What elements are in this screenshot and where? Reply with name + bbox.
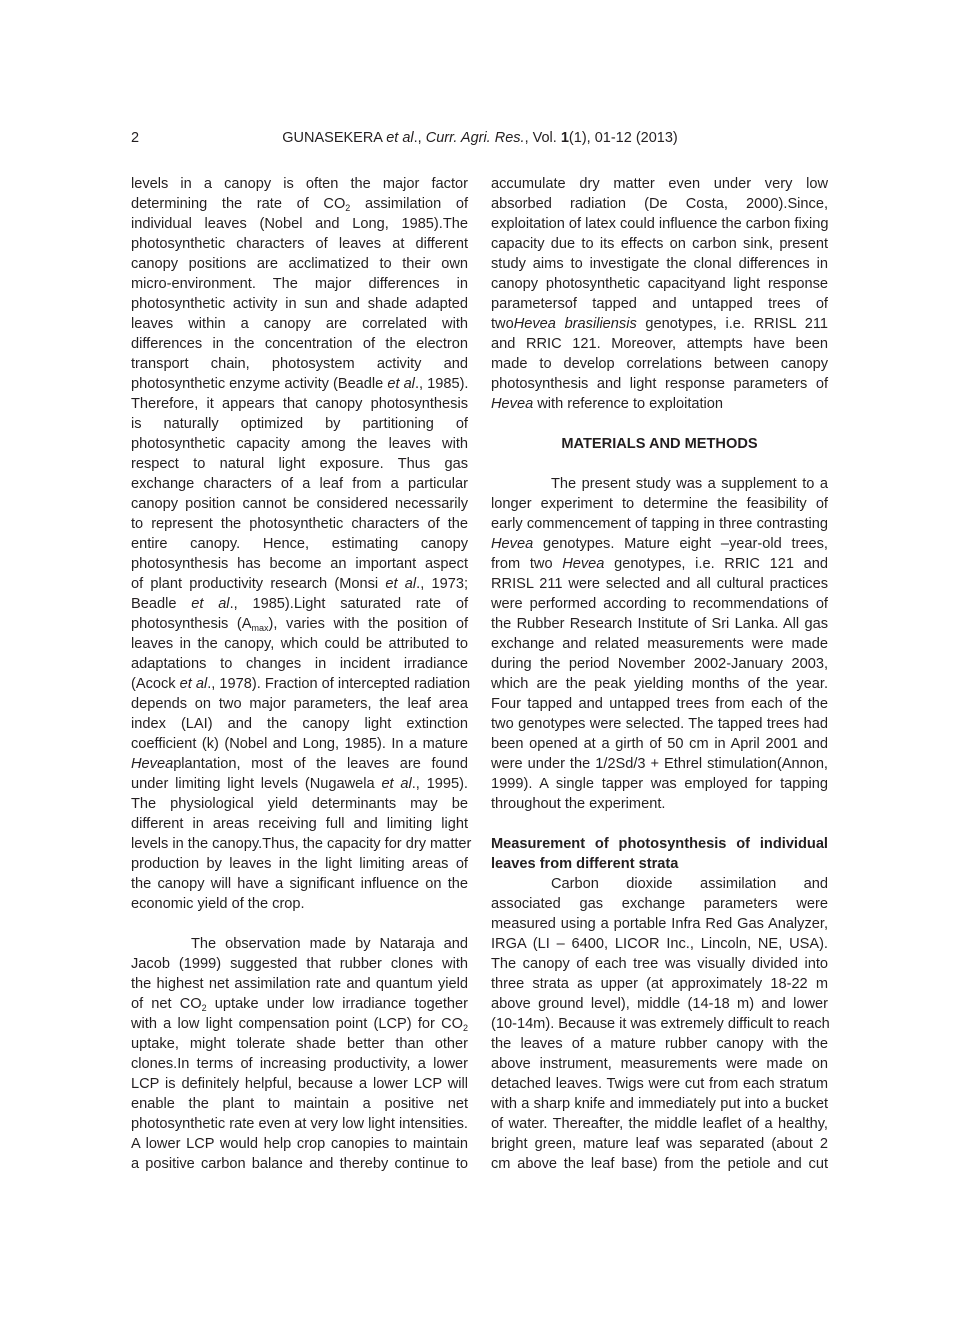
text-line: accumulate dry matter even under very low: [491, 176, 828, 192]
text-line: economic yield of the crop.: [131, 896, 305, 912]
text-line: with a sharp knife and immediately put into a bucket: [491, 1096, 828, 1112]
text-line: index (LAI) and the canopy light extinction: [131, 716, 468, 732]
text-line: were performed according to recommendations of: [491, 596, 828, 612]
text-line: photosynthetic rate even at very low light intensities.: [131, 1116, 468, 1132]
text-line: determining the rate of $CO_2$ assimilation of: [131, 196, 468, 213]
text-line: differences in the concentration of the electron: [131, 336, 468, 352]
text-line: transport chain, photosystem activity and: [131, 356, 468, 372]
text-line: photosynthetic enzyme activity (Beadle et al., 1985).: [131, 376, 469, 392]
text-line: The canopy of each tree was visually divided into: [491, 956, 828, 972]
header-authors: GUNASEKERA: [282, 130, 383, 146]
text-line: associated gas exchange parameters were: [491, 896, 828, 912]
right-column: [491, 174, 828, 1174]
text-line: exploitation of latex could influence the carbon fixing: [491, 216, 829, 232]
text-line: twoHevea brasiliensis genotypes, i.e. RRISL 211: [491, 316, 828, 332]
text-line: absorbed radiation (De Costa, 2000).Since,: [491, 196, 828, 212]
text-line: of net $CO_2$ uptake under low irradiance together: [131, 996, 468, 1013]
text-line: Four tapped and untapped trees from each of the: [491, 696, 828, 712]
text-line: RRISL 211 were selected and all cultural practices: [491, 576, 828, 592]
text-line: been opened at a girth of 50 cm in April 2001 and: [491, 736, 828, 752]
text-line: different in areas receiving full and limiting light: [131, 816, 468, 832]
text-line: bright green, mature leaf was separated (about 2: [491, 1136, 828, 1152]
text-line: photosynthetic capacity among the leaves with: [131, 436, 468, 452]
subsection-heading: leaves from different strata: [491, 856, 679, 872]
text-line: with a low light compensation point (LCP) for $CO_2$: [131, 1016, 468, 1033]
text-line: parametersof tapped and untapped trees of: [491, 296, 828, 312]
text-line: individual leaves (Nobel and Long, 1985).The: [131, 216, 468, 232]
text-line: respect to natural light exposure. Thus gas: [131, 456, 468, 472]
text-line: (10-14m). Because it was extremely difficult to reach: [491, 1016, 830, 1032]
text-line: Therefore, it appears that canopy photosynthesis: [131, 396, 468, 412]
text-line: levels in the canopy.Thus, the capacity for dry matter: [131, 836, 472, 852]
text-line: and RRIC 121. Moreover, attempts have been: [491, 336, 828, 352]
text-line: uptake, might tolerate shade better than other: [131, 1036, 468, 1052]
text-line: canopy photosynthetic capacityand light response: [491, 276, 828, 292]
text-line: 1999). A single tapper was employed for tapping: [491, 776, 828, 792]
text-line: The observation made by Nataraja and: [191, 936, 468, 952]
text-line: Beadle et al., 1985).Light saturated rate of: [131, 596, 468, 612]
text-line: three strata as upper (at approximately 18-22 m: [491, 976, 828, 992]
text-line: exchange and related measurements were made: [491, 636, 828, 652]
text-line: A lower LCP would help crop canopies to maintain: [131, 1136, 468, 1152]
text-line: were under the 1/2Sd/3 + Ethrel stimulation(Annon,: [491, 756, 828, 772]
text-line: from two Hevea genotypes, i.e. RRIC 121 and: [491, 556, 828, 572]
text-line: measured using a portable Infra Red Gas Analyzer,: [491, 916, 828, 932]
text-line: enable the plant to maintain a positive net: [131, 1096, 468, 1112]
text-line: the highest net assimilation rate and quantum yield: [131, 976, 468, 992]
text-line: LCP is definitely helpful, because a lower LCP will: [131, 1076, 468, 1092]
text-line: coefficient (k) (Nobel and Long, 1985). In a mature: [131, 736, 468, 752]
text-line: the Rubber Research Institute of Sri Lanka. All gas: [491, 616, 828, 632]
text-line: Carbon dioxide assimilation and: [551, 876, 828, 892]
text-line: Jacob (1999) suggested that rubber clones with: [131, 956, 468, 972]
text-line: photosynthetic activity in sun and shade adapted: [131, 296, 468, 312]
text-line: The present study was a supplement to a: [551, 476, 828, 492]
text-line: detached leaves. Twigs were cut from each stratum: [491, 1076, 828, 1092]
text-line: above instrument, measurements were made on: [491, 1056, 828, 1072]
text-line: production by leaves in the light limiting areas of: [131, 856, 468, 872]
text-line: IRGA (LI – 6400, LICOR Inc., Lincoln, NE, USA).: [491, 936, 828, 952]
text-line: entire canopy. Hence, estimating canopy: [131, 536, 468, 552]
text-line: is naturally optimized by partitioning of: [131, 416, 468, 432]
text-line: of plant productivity research (Monsi et al., 1973;: [131, 576, 469, 592]
header-comma: .,: [413, 130, 422, 146]
text-line: Hevea genotypes. Mature eight –year-old trees,: [491, 536, 828, 552]
text-line: adaptations to changes in incident irradiance: [131, 656, 468, 672]
text-line: (Acock et al., 1978). Fraction of intercepted radiation: [131, 676, 471, 692]
section-heading: MATERIALS AND METHODS: [561, 436, 758, 452]
text-line: exchange characters of a leaf from a particular: [131, 476, 468, 492]
text-line: depends on two major parameters, the leaf area: [131, 696, 468, 712]
text-line: capacity due to its effects on carbon sink, present: [491, 236, 828, 252]
text-line: photosynthesis and light response parameters of: [491, 376, 828, 392]
text-line: photosynthetic characters of leaves at different: [131, 236, 468, 252]
text-line: a positive carbon balance and thereby continue to: [131, 1156, 468, 1172]
text-line: made to develop correlations between canopy: [491, 356, 828, 372]
text-line: of water. Thereafter, the middle leaflet of a healthy,: [491, 1116, 828, 1132]
text-line: longer experiment to determine the feasibility of: [491, 496, 828, 512]
header-et-al: et al: [386, 130, 414, 146]
text-line: micro-environment. The major differences in: [131, 276, 468, 292]
left-column: [131, 174, 472, 1174]
text-line: the canopy will have a significant influence on the: [131, 876, 468, 892]
header-vol-prefix: , Vol.: [524, 130, 557, 146]
text-line: during the period November 2002-January 2003,: [491, 656, 828, 672]
text-line: photosynthesis $(A_{max})$, varies with the position of: [131, 616, 468, 633]
text-line: canopy position cannot be considered necessarily: [131, 496, 468, 512]
header-journal: Curr. Agri. Res.: [425, 130, 525, 146]
text-line: The physiological yield determinants may be: [131, 796, 468, 812]
header-issue-pages-year: (1), 01-12 (2013): [568, 130, 678, 146]
running-header: [0, 130, 960, 146]
text-line: Hevea with reference to exploitation: [491, 396, 724, 412]
text-line: Heveaplantation, most of the leaves are found: [131, 756, 468, 772]
text-line: leaves within a canopy are correlated with: [131, 316, 468, 332]
page-number: 2: [131, 130, 140, 146]
text-line: two genotypes were selected. The tapped trees had: [491, 716, 828, 732]
text-line: cm above the leaf base) from the petiole and cut: [491, 1156, 828, 1172]
text-line: which are the peak yielding months of the year.: [491, 676, 828, 692]
text-line: study aims to investigate the clonal differences in: [491, 256, 828, 272]
text-line: to represent the photosynthetic characters of the: [131, 516, 468, 532]
text-line: levels in a canopy is often the major factor: [131, 176, 468, 192]
text-line: above ground level), middle (14-18 m) and lower: [491, 996, 828, 1012]
text-line: photosynthesis has become an important aspect: [131, 556, 468, 572]
header-volume: 1: [560, 130, 569, 146]
text-line: the leaves of a mature rubber canopy with the: [491, 1036, 828, 1052]
subsection-heading: Measurement of photosynthesis of individual: [491, 836, 828, 852]
text-line: canopy positions are acclimatized to their own: [131, 256, 468, 272]
text-line: early commencement of tapping in three contrasting: [491, 516, 828, 532]
text-line: throughout the experiment.: [491, 796, 666, 812]
text-line: clones.In terms of increasing productivity, a lower: [131, 1056, 468, 1072]
text-line: leaves in the canopy, which could be attributed to: [131, 636, 468, 652]
text-line: under limiting light levels (Nugawela et al., 1995).: [131, 776, 468, 792]
